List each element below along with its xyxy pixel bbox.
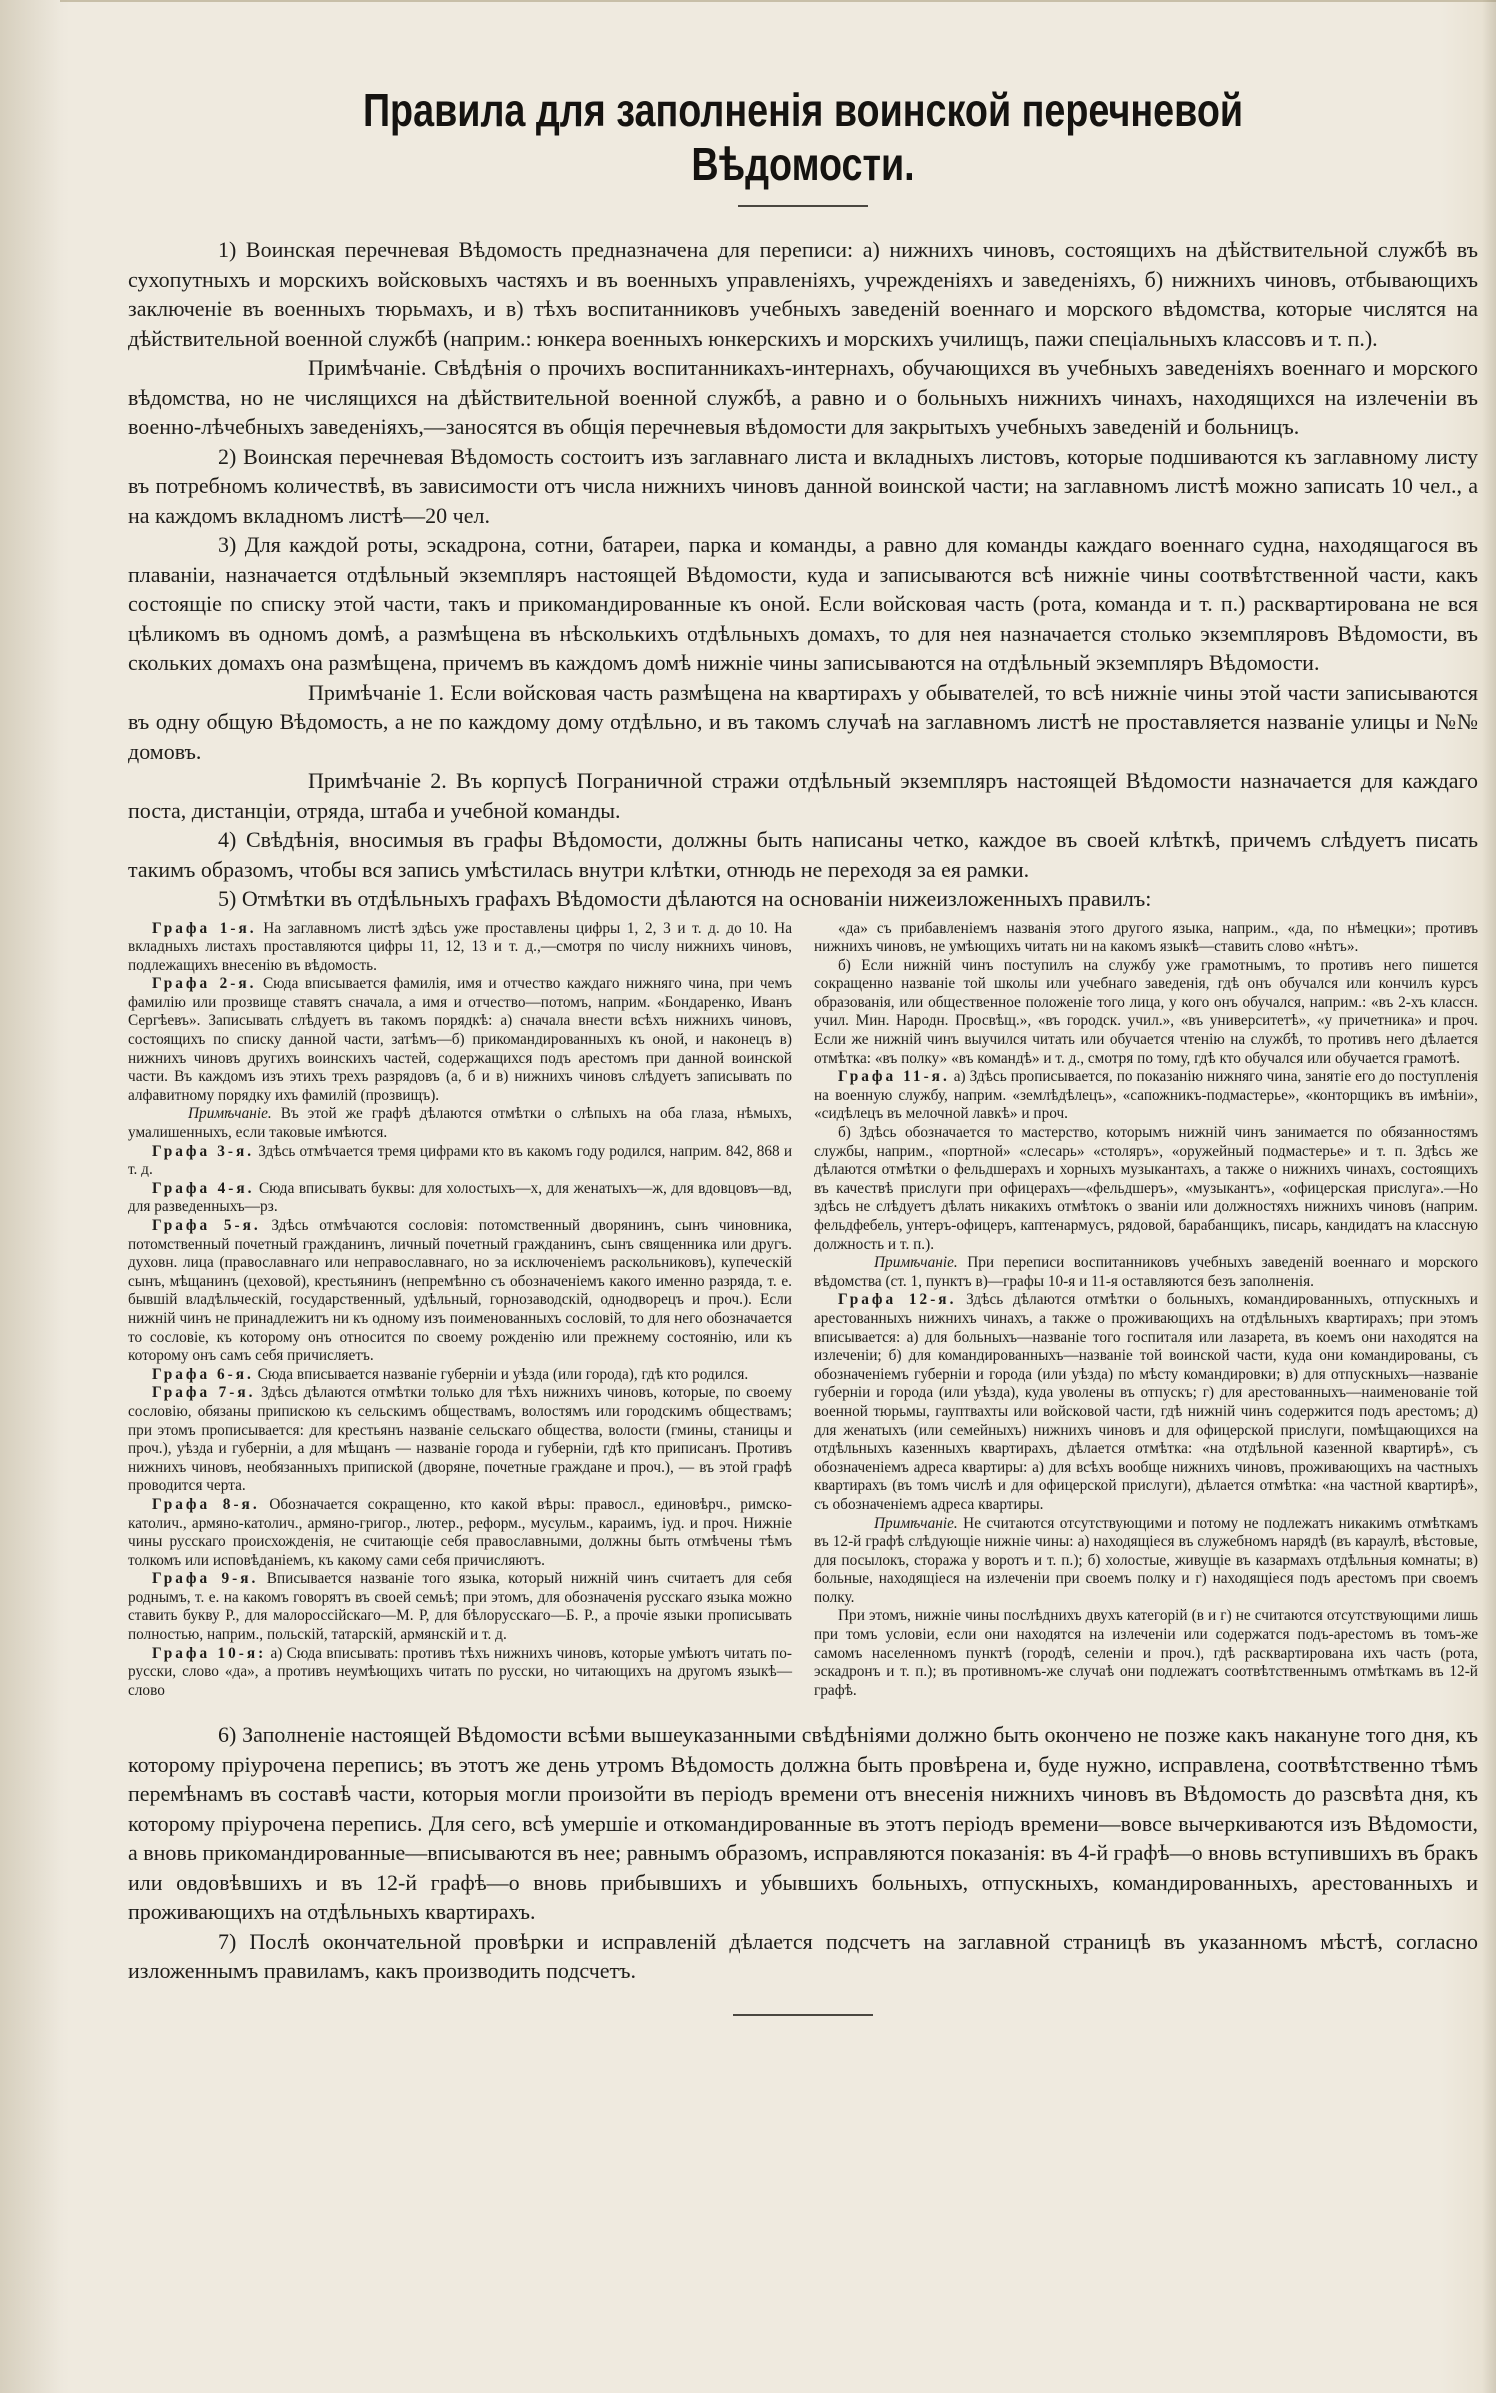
entry-label: Примѣчаніе. (874, 1514, 958, 1532)
paragraph-3-note-2: Примѣчаніе 2. Въ корпусѣ Пограничной стражи отдѣльный экземпляръ настоящей Вѣдомости назначается для каждаго поста, дистанціи, отряда, штаба и учебной команды. (128, 768, 1478, 823)
top-rule (60, 0, 1496, 2)
left-column-entry (128, 1180, 792, 1217)
entry-label: Графа 7-я. (152, 1384, 256, 1402)
bottom-rule (733, 2014, 873, 2016)
entry-text: Здѣсь дѣлаются отмѣтки только для тѣхъ нижнихъ чиновъ, которые, по своему сословію, обязаны припискою къ сельскимъ обществамъ, волостямъ или городскимъ обществамъ; при этомъ прописывается: для крестьянъ названіе сельскаго общества, волости (гмины, станицы и проч.), уѣзда и губерніи, а для мѣщанъ — названіе города и губерніи, гдѣ кто приписанъ. Противъ нижнихъ чиновъ, необязанныхъ припиской (дворяне, почетные граждане и проч.), — въ этой графѣ проводится черта. (128, 1384, 793, 1495)
left-column-entry (128, 920, 792, 976)
right-column (814, 920, 1478, 1701)
left-column-entry (128, 1384, 792, 1496)
entry-text: а) Сюда вписывать: противъ тѣхъ нижнихъ чиновъ, которые умѣютъ читать по-русски, слово «да», а противъ неумѣющихъ читать по русски, но читающихъ на другомъ языкѣ—слово (128, 1644, 792, 1699)
right-column-entry (814, 1068, 1478, 1124)
left-column-entry (128, 1645, 792, 1701)
paragraph-2: 2) Воинская перечневая Вѣдомость состоитъ изъ заглавнаго листа и вкладныхъ листовъ, которые подшиваются къ заглавному листу въ потребномъ количествѣ, въ зависимости отъ числа нижнихъ чиновъ данной воинской части; на заглавномъ листѣ можно записать 10 чел., а на каждомъ вкладномъ листѣ—20 чел. (128, 443, 1478, 528)
right-column-entry (814, 1254, 1478, 1291)
entry-text: На заглавномъ листѣ здѣсь уже проставлены цифры 1, 2, 3 и т. д. до 10. На вкладныхъ листахъ проставляются цифры 11, 12, 13 и т. д.,—смотря по числу нижнихъ чиновъ, подлежащихъ внесенію въ вѣдомость. (128, 919, 793, 974)
entry-text: Здѣсь отмѣчается тремя цифрами кто въ какомъ году родился, наприм. 842, 868 и т. д. (128, 1142, 793, 1179)
paragraph-3-note-1: Примѣчаніе 1. Если войсковая часть размѣщена на квартирахъ у обывателей, то всѣ нижніе чины этой части записываются въ одну общую Вѣдомость, а не по каждому дому отдѣльно, и въ такомъ случаѣ на заглавномъ листѣ не проставляется названіе улицы и №№ домовъ. (128, 679, 1478, 764)
left-column-entry (128, 1143, 792, 1180)
right-column-entry (814, 1124, 1478, 1254)
entry-label: Графа 6-я. (152, 1365, 254, 1383)
entry-text: а) Здѣсь прописывается, по показанію нижняго чина, занятіе его до поступленія на военную службу, наприм. «землѣдѣлецъ», «сапожникъ-подмастерье», «конторщикъ въ имѣніи», «сидѣлецъ въ мелочной лавкѣ» и проч. (814, 1068, 1478, 1123)
right-column-entry (814, 1515, 1478, 1608)
entry-text: Здѣсь дѣлаются отмѣтки о больныхъ, командированныхъ, отпускныхъ и арестованныхъ нижнихъ чинахъ, а также о проживающихъ на отдѣльныхъ квартирахъ; при этомъ вписывается: а) для больныхъ—названіе того госпиталя или лазарета, въ коемъ они находятся на излеченіи; б) для командированныхъ—названіе той воинской части, куда они командированы, съ обозначеніемъ губерніи и города (или уѣзда) по мѣсту командировки; в) для отпускныхъ—названіе губерніи и города (или уѣзда), куда уволены въ отпускъ; г) для арестованныхъ—наименованіе той военной тюрьмы, гауптвахты или войсковой части, гдѣ нижній чинъ содержится подъ арестомъ; д) для женатыхъ (или семейныхъ) нижнихъ чиновъ и для офицерской прислуги, помѣщающихся на отдѣльныхъ казенныхъ квартирахъ, дѣлается отмѣтка: «на отдѣльной казенной квартирѣ», съ обозначеніемъ адреса квартиры: а) для всѣхъ вообще нижнихъ чиновъ, проживающихъ на частныхъ квартирахъ (въ томъ числѣ и для офицерской прислуги), дѣлается отмѣтка: «на частной квартирѣ», съ обозначеніемъ адреса квартиры. (814, 1291, 1478, 1513)
entry-text: Сюда вписывается фамилія, имя и отчество каждаго нижняго чина, при чемъ фамилію или прозвище ставятъ сначала, а имя и отчество—потомъ, наприм. «Бондаренко, Иванъ Сергѣевъ». Записывать слѣдуетъ въ такомъ порядкѣ: а) сначала внести всѣхъ нижнихъ чиновъ, состоящихъ по списку данной части, затѣмъ—б) прикомандированныхъ къ оной, и наконецъ в) нижнихъ чиновъ другихъ воинскихъ частей, содержащихся подъ арестомъ при данной воинской части. Въ каждомъ изъ этихъ трехъ разрядовъ (а, б и в) нижнихъ чиновъ слѣдуетъ записывать по алфавитному порядку ихъ фамилій (прозвищъ). (128, 975, 792, 1104)
entry-text: При этомъ, нижніе чины послѣднихъ двухъ категорій (в и г) не считаются отсутствующими лишь при томъ условіи, если они находятся на излеченіи или содержатся подъ-арестомъ въ томъ-же самомъ населенномъ пунктѣ (городѣ, селеніи и проч.), гдѣ расквартирована ихъ часть (рота, эскадронъ и т. п.); въ противномъ-же случаѣ они подлежатъ соотвѣтственнымъ отмѣткамъ въ 12-й графѣ. (814, 1607, 1478, 1699)
rules-columns (128, 920, 1478, 1701)
left-column-entry (128, 1570, 792, 1644)
title-rule (738, 205, 868, 207)
entry-label: Графа 2-я. (152, 975, 257, 993)
entry-label: Графа 3-я. (152, 1142, 255, 1160)
entry-text: Здѣсь отмѣчаются сословія: потомственный дворянинъ, сынъ чиновника, потомственный почетный гражданинъ, личный почетный гражданинъ, сынъ священника или другъ. духовн. лица (православнаго или неправославнаго, но за исключеніемъ раскольниковъ), купеческій сынъ, мѣщанинъ (цеховой), крестьянинъ (непремѣнно съ обозначеніемъ какого именно разряда, т. е. бывшій владѣльческій, государственный, удѣльный, горнозаводскій, однодворецъ и проч.). Если нижній чинъ не принадлежитъ ни къ одному изъ поименованныхъ сословій, то для него обозначается то сословіе, къ которому онъ относится по своему рожденію или прежнему состоянію, или къ которому онъ самъ себя причисляетъ. (128, 1217, 792, 1365)
entry-text: Не считаются отсутствующими и потому не подлежатъ никакимъ отмѣткамъ въ 12-й графѣ слѣдующіе нижніе чины: а) находящіеся въ служебномъ нарядѣ (въ караулѣ, вѣстовые, для посылокъ, стоража у воротъ и т. п.); б) холостые, живущіе въ казармахъ отдѣльныя комнаты; в) больные, находящіеся на излеченіи при своемъ полку и г) находящіеся подъ арестомъ при своемъ полку. (814, 1514, 1478, 1606)
entry-label: Графа 1-я. (152, 919, 257, 937)
left-column-entry (128, 1217, 792, 1366)
entry-text: Вписывается названіе того языка, который нижній чинъ считаетъ для себя роднымъ, т. е. на какомъ говорятъ въ своей семьѣ; при этомъ, для обозначенія русскаго языка можно ставить букву Р., для малороссійскаго—М. Р, для бѣлорусскаго—Б. Р., а прочіе языки прописывать полностью, наприм., польскій, татарскій, армянскій и т. д. (128, 1570, 792, 1644)
entry-text: Въ этой же графѣ дѣлаются отмѣтки о слѣпыхъ на оба глаза, нѣмыхъ, умалишенныхъ, если таковые имѣются. (128, 1105, 793, 1142)
right-column-entry (814, 1291, 1478, 1514)
scan-left-edge (0, 0, 70, 2393)
entry-label: Графа 12-я. (838, 1291, 957, 1309)
left-column-entry (128, 1105, 792, 1142)
left-column-entry (128, 975, 792, 1105)
right-column-entry (814, 1607, 1478, 1700)
entry-text: Сюда вписывать буквы: для холостыхъ—х, для женатыхъ—ж, для вдовцовъ—вд, для разведенныхъ—рз. (128, 1179, 793, 1216)
page-title: Правила для заполненія воинской перечневой Вѣдомости. (362, 84, 1244, 190)
entry-label: Графа 9-я. (152, 1570, 259, 1588)
paragraph-6: 6) Заполненіе настоящей Вѣдомости всѣми вышеуказанными свѣдѣніями должно быть окончено не позже какъ накануне того дня, къ которому пріурочена перепись; въ этотъ же день утромъ Вѣдомость должна быть провѣрена и, буде нужно, исправлена, соотвѣтственно тѣмъ перемѣнамъ въ составѣ части, которыя могли произойти въ періодъ времени отъ внесенія нижнихъ чиновъ въ Вѣдомость до разсвѣта дня, къ которому пріурочена перепись. Для сего, всѣ умершіе и откомандированные въ этотъ періодъ времени—вовсе вычеркиваются изъ Вѣдомости, а вновь прикомандированные—вписываются въ нее; равнымъ образомъ, исправляются показанія: въ 4-й графѣ—о вновь вступившихъ въ бракъ или овдовѣвшихъ и въ 12-й графѣ—о вновь прибывшихъ и убывшихъ больныхъ, отпускныхъ, командированныхъ, арестованныхъ и проживающихъ на отдѣльныхъ квартирахъ. (128, 1722, 1478, 1925)
paragraph-3: 3) Для каждой роты, эскадрона, сотни, батареи, парка и команды, а равно для команды каждаго военнаго судна, находящагося въ плаваніи, назначается отдѣльный экземпляръ настоящей Вѣдомости, куда и записываются всѣ нижніе чины соотвѣтственной части, какъ состоящіе по списку этой части, такъ и прикомандированные къ оной. Если войсковая часть (рота, команда и т. п.) расквартирована не вся цѣликомъ въ одномъ домѣ, а размѣщена въ нѣсколькихъ отдѣльныхъ домахъ, то для нея назначается столько экземпляровъ Вѣдомости, въ скольких домахъ она размѣщена, причемъ въ каждомъ домѣ нижніе чины записываются на отдѣльный экземпляръ Вѣдомости. (128, 532, 1478, 675)
scan-right-edge (1482, 0, 1496, 2393)
entry-label: Графа 11-я. (838, 1068, 950, 1086)
entry-text: б) Здѣсь обозначается то мастерство, которымъ нижній чинъ занимается по обязанностямъ службы, наприм., «портной» «слесарь» «столяръ», «оружейный подмастерье» и т. п. Здѣсь же дѣлаются отмѣтки о фельдшерахъ и хорныхъ музыкантахъ, а также о нижнихъ чинахъ, состоящихъ въ качествѣ прислуги при офицерахъ—«фельдшеръ», «музыкантъ», «офицерская прислуга».—Но здѣсь не слѣдуетъ дѣлать никакихъ отмѣтокъ о званіи или должностяхъ нижнихъ чиновъ (наприм. фельдфебель, унтеръ-офицеръ, каптенармусъ, рядовой, барабанщикъ, писарь, кандидатъ на классную должность и т. п.). (814, 1124, 1478, 1253)
entry-text: Сюда вписывается названіе губерніи и уѣзда (или города), гдѣ кто родился. (257, 1365, 749, 1383)
paragraph-1-note: Примѣчаніе. Свѣдѣнія о прочихъ воспитанникахъ-интернахъ, обучающихся въ учебныхъ заведеніяхъ военнаго и морского вѣдомства, но не числящихся на дѣйствительной военной службѣ, а равно и о больныхъ нижнихъ чинахъ, находящихся на излеченіи въ военно-лѣчебныхъ заведеніяхъ,—заносятся въ общія перечневыя вѣдомости для закрытыхъ учебныхъ заведеній и больницъ. (128, 355, 1478, 439)
entry-text: При переписи воспитанниковъ учебныхъ заведеній военнаго и морского вѣдомства (ст. 1, пунктъ в)—графы 10-я и 11-я оставляются безъ заполненія. (814, 1254, 1479, 1290)
entry-text: б) Если нижній чинъ поступилъ на службу уже грамотнымъ, то противъ него пишется сокращенно названіе той школы или учебнаго заведенія, гдѣ онъ обучался или кончилъ курсъ образованія, или общественное положеніе того лица, у кого онъ обучался, наприм.: «въ 2-хъ классн. учил. Мин. Народн. Просвѣщ.», «въ городск. учил.», «въ университетѣ», «у причетника» и проч. Если же нижній чинъ выучился читать или обучается чтенію на службѣ, то противъ него дѣлается отмѣтка: «въ полку» «въ командѣ» и т. д., смотря по тому, гдѣ кто обучался или обучается грамотѣ. (814, 956, 1478, 1067)
paragraph-4: 4) Свѣдѣнія, вносимыя въ графы Вѣдомости, должны быть написаны четко, каждое въ своей клѣткѣ, причемъ слѣдуетъ писать такимъ образомъ, чтобы вся запись умѣстилась внутри клѣтки, отнюдь не переходя за ея рамки. (128, 827, 1478, 882)
entry-label: Графа 5-я. (152, 1217, 261, 1234)
paragraph-5: 5) Отмѣтки въ отдѣльныхъ графахъ Вѣдомости дѣлаются на основаніи нижеизложенныхъ правилъ: (218, 886, 1152, 911)
paragraph-1: 1) Воинская перечневая Вѣдомость предназначена для переписи: а) нижнихъ чиновъ, состоящихъ на дѣйствительной службѣ въ сухопутныхъ и морскихъ войсковыхъ частяхъ и въ военныхъ управленіяхъ, учрежденіяхъ и заведеніяхъ, б) нижнихъ чиновъ, отбывающихъ заключеніе въ военныхъ тюрьмахъ, и в) тѣхъ воспитанниковъ учебныхъ заведеній военнаго и морского вѣдомства, которые числятся на дѣйствительной военной службѣ (наприм.: юнкера военныхъ юнкерскихъ и морскихъ училищъ, пажи спеціальныхъ классовъ и т. п.). (128, 237, 1478, 351)
left-column-entry (128, 1496, 792, 1570)
left-column-entry (128, 1366, 792, 1385)
left-column (128, 920, 792, 1701)
right-column-entry (814, 920, 1478, 957)
entry-text: Обозначается сокращенно, кто какой вѣры: правосл., единовѣрч., римско-католич., армяно-католич., армяно-григор., лютер., реформ., мусульм., караимъ, іуд. и проч. Нижніе чины русскаго происхожденія, не считающіе себя православными, должны быть отмѣчены тѣмъ толкомъ или исповѣданіемъ, къ какому сами себя причисляютъ. (128, 1495, 793, 1569)
entry-label: Примѣчаніе. (874, 1254, 958, 1272)
entry-label: Графа 4-я. (152, 1179, 255, 1197)
entry-label: Примѣчаніе. (188, 1105, 272, 1123)
entry-label: Графа 8-я. (152, 1495, 260, 1513)
right-column-entry (814, 957, 1478, 1069)
entry-text: «да» съ прибавленіемъ названія этого другого языка, наприм., «да, по нѣмецки»; противъ нижнихъ чиновъ, не умѣющихъ читать ни на какомъ языкѣ—ставить слово «нѣтъ». (814, 919, 1478, 956)
entry-label: Графа 10-я: (152, 1644, 267, 1662)
paragraph-7: 7) Послѣ окончательной провѣрки и исправленій дѣлается подсчетъ на заглавной страницѣ въ указанномъ мѣстѣ, согласно изложеннымъ правиламъ, какъ производить подсчетъ. (128, 1928, 1478, 1984)
